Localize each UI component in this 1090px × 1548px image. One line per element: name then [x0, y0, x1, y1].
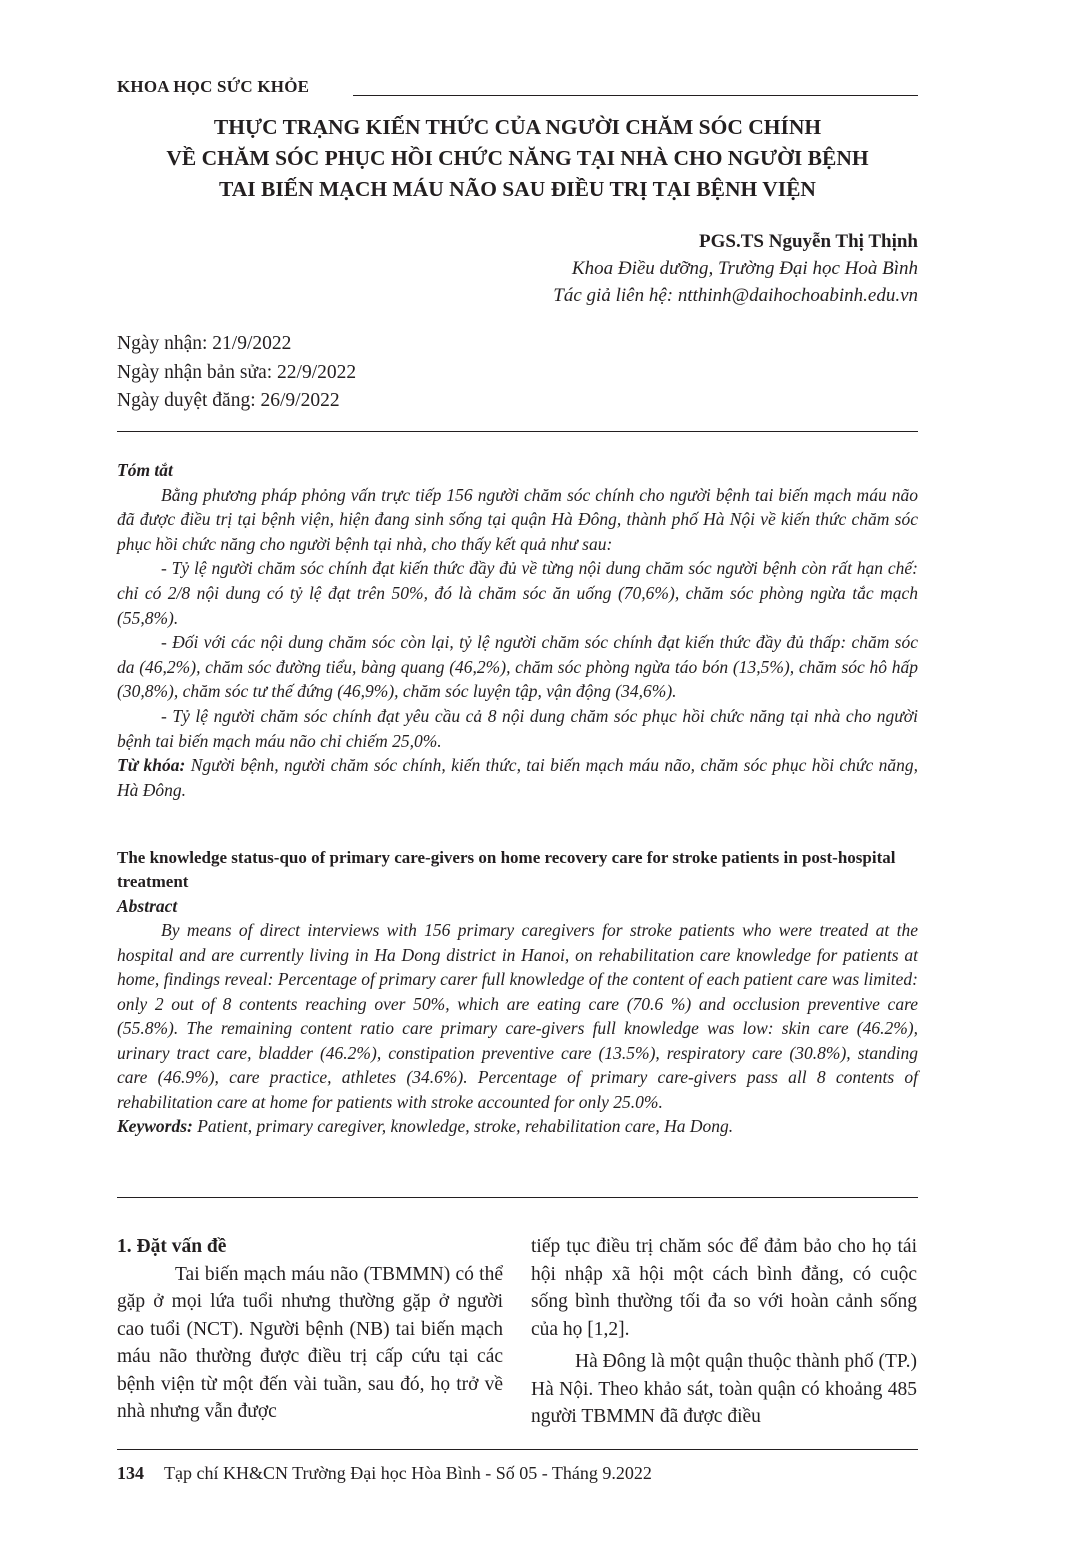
date-revised: Ngày nhận bản sửa: 22/9/2022	[117, 361, 357, 383]
abstract-vn-paragraph: Bằng phương pháp phỏng vấn trực tiếp 156 người chăm sóc chính cho người bệnh tai biến mạch máu não đã được điều trị tại bệnh viện, hiện đang sinh sống tại quận Hà Đông, thành phố Hà Nội về kiến thức chăm sóc phục hồi chức năng cho người bệnh tại nhà, cho thấy kết quả như sau:	[117, 484, 918, 554]
abstract-vn-paragraph: - Tỷ lệ người chăm sóc chính đạt yêu cầu cả 8 nội dung chăm sóc phục hồi chức năng tại nhà cho người bệnh tai biến mạch máu não chỉ chiếm 25,0%.	[117, 705, 918, 751]
keywords-label: Keywords:	[117, 1116, 193, 1136]
abstract-en-body: By means of direct interviews with 156 primary caregivers for stroke patients who were treated at the hospital and are currently living in Ha Dong district in Hanoi, on rehabilitation care knowledge for patients at home, findings reveal: Percentage of primary carer full knowledge of the content of each patient care was limited: only 2 out of 8 contents reaching over 50%, which are eating care (70.6 %) and occlusion preventive care (55.8%). The remaining content ratio care primary care-givers full knowledge was low: skin care (46.2%), urinary tract care, bladder (46.2%), constipation preventive care (13.5%), respiratory care (30.8%), standing care (46.9%), care practice, athletes (34.6%). Percentage of primary care-givers pass all 8 contents of rehabilitation care at home for patients with stroke accounted for only 25.0%.	[117, 920, 918, 1112]
section-label: KHOA HỌC SỨC KHỎE	[117, 77, 310, 96]
author-name: PGS.TS Nguyễn Thị Thịnh	[699, 231, 918, 252]
body-paragraph: Tai biến mạch máu não (TBMMN) có thể gặp ở mọi lứa tuổi nhưng thường gặp ở người cao tuổi (NCT). Người bệnh (NB) tai biến mạch máu não thường được điều trị cấp cứu tại các bệnh viện từ một đến vài tuần, sau đó, họ trở về nhà nhưng vẫn được	[117, 1263, 503, 1422]
body-column-right	[531, 1233, 917, 1431]
abstract-english	[117, 846, 918, 1139]
journal-name: Tạp chí KH&CN Trường Đại học Hòa Bình - Số 05 - Tháng 9.2022	[164, 1463, 652, 1483]
title-line: THỰC TRẠNG KIẾN THỨC CỦA NGƯỜI CHĂM SÓC CHÍNH	[213, 115, 822, 139]
author-affiliation: Khoa Điều dưỡng, Trường Đại học Hoà Bình	[571, 258, 918, 279]
page-number: 134	[117, 1463, 144, 1483]
date-accepted: Ngày duyệt đăng: 26/9/2022	[117, 390, 340, 411]
author-block	[553, 228, 918, 309]
body-paragraph: tiếp tục điều trị chăm sóc để đảm bảo cho họ tái hội nhập xã hội một cách bình đẳng, có cuộc sống bình thường tối đa so với hoàn cảnh sống của họ [1,2].	[531, 1236, 917, 1340]
english-title: The knowledge status-quo of primary care-givers on home recovery care for stroke patients in post-hospital treatment	[117, 848, 896, 891]
abstract-vietnamese	[117, 458, 918, 802]
keywords-text: Người bệnh, người chăm sóc chính, kiến thức, tai biến mạch máu não, chăm sóc phục hồi chức năng, Hà Đông.	[117, 755, 918, 800]
section-heading: 1. Đặt vấn đề	[117, 1236, 227, 1257]
abstract-vn-paragraph: - Tỷ lệ người chăm sóc chính đạt kiến thức đầy đủ về từng nội dung chăm sóc người bệnh còn rất hạn chế: chỉ có 2/8 nội dung có tỷ lệ đạt trên 50%, đó là chăm sóc ăn uống (70,6%), chăm sóc phòng ngừa tắc mạch (55,8%).	[117, 558, 918, 628]
keywords-text: Patient, primary caregiver, knowledge, stroke, rehabilitation care, Ha Dong.	[192, 1116, 734, 1136]
date-block	[117, 330, 356, 416]
abstract-rule	[117, 1197, 918, 1198]
header-rule	[353, 95, 918, 96]
footer-rule	[117, 1449, 918, 1450]
body-column-left	[117, 1233, 503, 1426]
keywords-label: Từ khóa:	[117, 755, 186, 776]
dates-rule	[117, 431, 918, 432]
author-contact: Tác giả liên hệ: ntthinh@daihochoabinh.edu.vn	[553, 285, 918, 306]
abstract-en-keywords	[117, 1114, 918, 1139]
article-page	[117, 0, 918, 1548]
abstract-vn-paragraph: - Đối với các nội dung chăm sóc còn lại, tỷ lệ người chăm sóc chính đạt kiến thức đầy đủ thấp: chăm sóc da (46,2%), chăm sóc đường tiểu, bàng quang (46,2%), chăm sóc phòng ngừa táo bón (13,5%), chăm sóc hô hấp (30,8%), chăm sóc tư thế đứng (46,9%), chăm sóc luyện tập, vận động (34,6%).	[117, 632, 918, 702]
date-received: Ngày nhận: 21/9/2022	[117, 333, 292, 354]
body-paragraph: Hà Đông là một quận thuộc thành phố (TP.) Hà Nội. Theo khảo sát, toàn quận có khoảng 485 người TBMMN đã được điều	[531, 1351, 917, 1427]
page-footer	[117, 1460, 652, 1486]
abstract-vn-keywords	[117, 753, 918, 802]
title-line: TAI BIẾN MẠCH MÁU NÃO SAU ĐIỀU TRỊ TẠI BỆNH VIỆN	[219, 177, 816, 201]
abstract-en-heading: Abstract	[117, 896, 178, 916]
abstract-vn-heading: Tóm tắt	[117, 460, 173, 480]
article-title	[117, 112, 918, 205]
title-line: VỀ CHĂM SÓC PHỤC HỒI CHỨC NĂNG TẠI NHÀ CHO NGƯỜI BỆNH	[166, 146, 869, 170]
